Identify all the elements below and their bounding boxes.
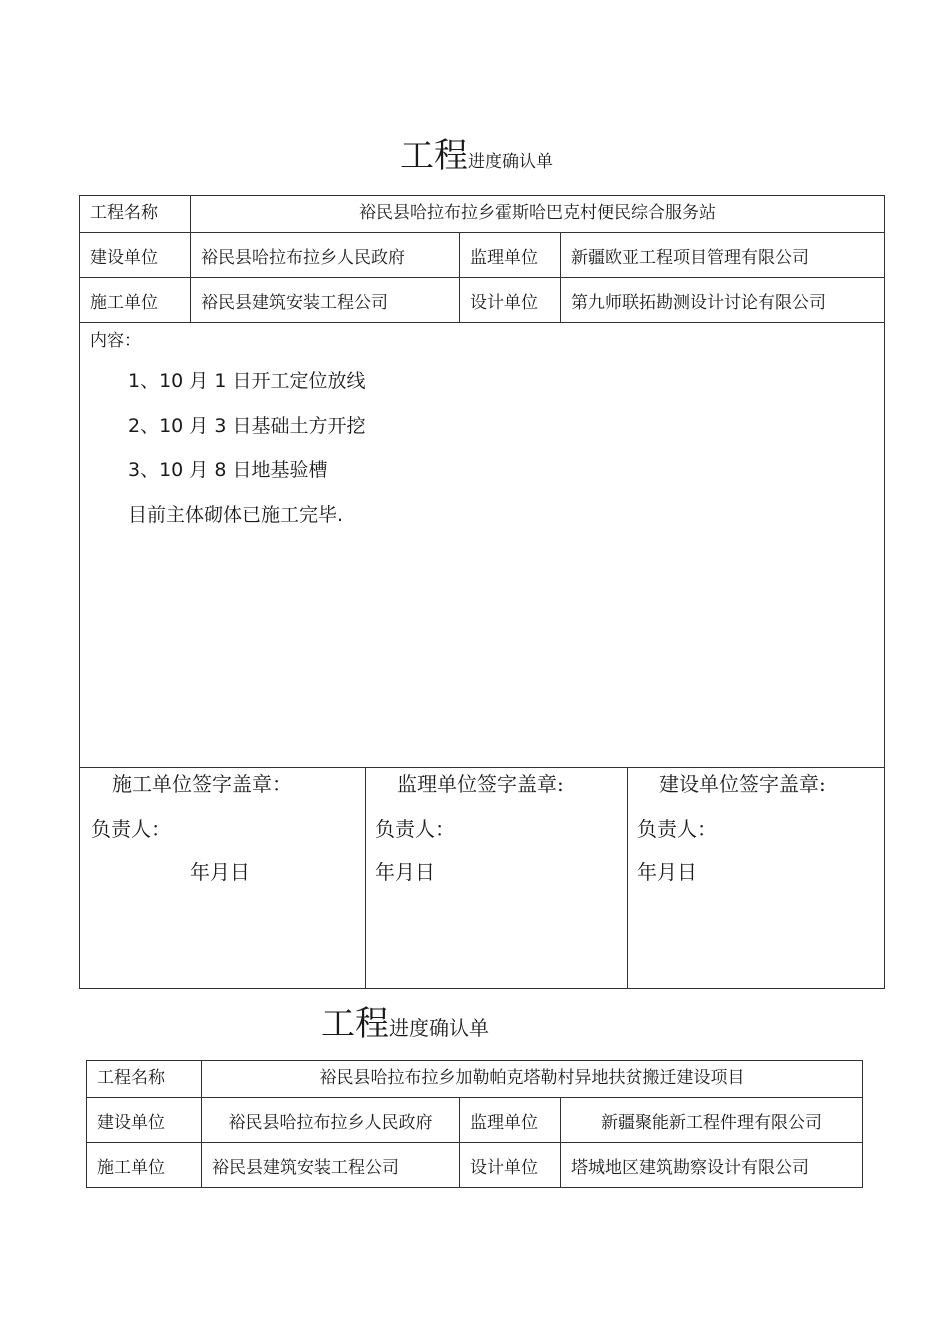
contractor-signature-date: 年月日	[190, 860, 250, 884]
doc2-designer-label: 设计单位	[460, 1143, 561, 1188]
content-item-3: 3、10 月 8 日地基验槽	[128, 459, 328, 481]
doc1-signature-box	[79, 767, 885, 989]
owner-signature-title: 建设单位签字盖章:	[659, 772, 826, 796]
supervisor-signature-person: 负责人：	[375, 817, 455, 841]
project-name-value: 裕民县哈拉布拉乡霍斯哈巴克村便民综合服务站	[191, 196, 885, 233]
doc1-title-main: 工程	[400, 136, 468, 176]
supervisor-value: 新疆欧亚工程项目管理有限公司	[561, 233, 885, 278]
designer-value: 第九师联拓勘测设计讨论有限公司	[561, 278, 885, 323]
project-name-label: 工程名称	[80, 196, 191, 233]
content-item-2: 2、10 月 3 日基础土方开挖	[128, 415, 366, 437]
doc1-content-box	[79, 322, 885, 768]
doc2-supervisor-value: 新疆聚能新工程件理有限公司	[561, 1098, 863, 1143]
content-item-1: 1、10 月 1 日开工定位放线	[128, 370, 366, 392]
doc2-info-table	[86, 1060, 863, 1188]
designer-label: 设计单位	[460, 278, 561, 323]
supervisor-label: 监理单位	[460, 233, 561, 278]
contractor-label: 施工单位	[80, 278, 191, 323]
owner-label: 建设单位	[80, 233, 191, 278]
contractor-signature-person: 负责人：	[91, 817, 171, 841]
owner-signature-person: 负责人：	[637, 817, 717, 841]
doc2-project-name-label: 工程名称	[87, 1061, 202, 1098]
doc2-supervisor-label: 监理单位	[460, 1098, 561, 1143]
doc2-contractor-value: 裕民县建筑安装工程公司	[202, 1143, 460, 1188]
doc2-title-main: 工程	[321, 1004, 389, 1044]
doc1-title-sub: 进度确认单	[468, 152, 553, 172]
owner-signature-date: 年月日	[637, 860, 697, 884]
signature-divider-1	[365, 768, 366, 988]
supervisor-signature-title: 监理单位签字盖章:	[397, 772, 564, 796]
doc2-title-sub: 进度确认单	[389, 1016, 489, 1040]
supervisor-signature-date: 年月日	[375, 860, 435, 884]
signature-divider-2	[627, 768, 628, 988]
doc2-owner-value: 裕民县哈拉布拉乡人民政府	[202, 1098, 460, 1143]
doc2-project-name-value: 裕民县哈拉布拉乡加勒帕克塔勒村异地扶贫搬迁建设项目	[202, 1061, 863, 1098]
doc2-designer-value: 塔城地区建筑勘察设计有限公司	[561, 1143, 863, 1188]
content-label: 内容：	[90, 331, 141, 351]
doc1-info-table	[79, 195, 885, 323]
content-item-4: 目前主体砌体已施工完毕.	[128, 504, 344, 526]
doc2-title	[321, 996, 489, 1045]
doc1-title	[400, 128, 553, 177]
contractor-value: 裕民县建筑安装工程公司	[191, 278, 460, 323]
doc2-contractor-label: 施工单位	[87, 1143, 202, 1188]
contractor-signature-title: 施工单位签字盖章：	[112, 772, 292, 796]
doc2-owner-label: 建设单位	[87, 1098, 202, 1143]
owner-value: 裕民县哈拉布拉乡人民政府	[191, 233, 460, 278]
